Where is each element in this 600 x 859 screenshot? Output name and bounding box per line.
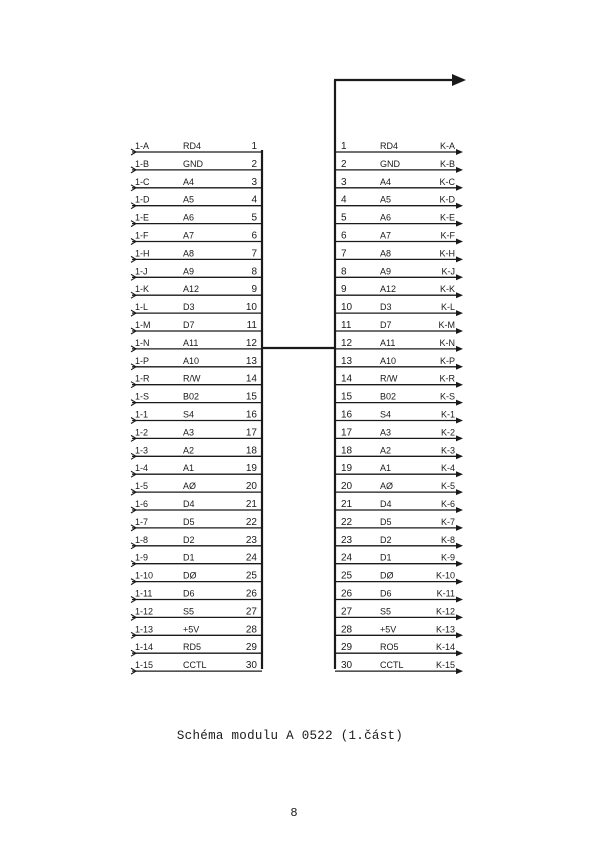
left-signal-label: D6 bbox=[183, 588, 195, 599]
right-pin-label: K-R bbox=[439, 373, 455, 384]
right-pin-label: K-7 bbox=[440, 516, 455, 527]
left-signal-label: B02 bbox=[183, 391, 200, 402]
left-pin-number: 27 bbox=[245, 606, 257, 618]
left-pin-number: 1 bbox=[251, 141, 257, 152]
left-signal-label: D3 bbox=[183, 302, 195, 313]
right-pin-label: K-D bbox=[439, 194, 455, 205]
left-signal-label: S5 bbox=[183, 606, 195, 617]
left-signal-label: D1 bbox=[183, 552, 195, 563]
left-row bbox=[131, 320, 262, 334]
left-signal-label: A5 bbox=[183, 194, 195, 205]
right-signal-label: AØ bbox=[380, 481, 394, 492]
right-signal-label: R/W bbox=[380, 373, 398, 384]
right-pin-number: 8 bbox=[341, 266, 347, 278]
right-row bbox=[335, 463, 463, 477]
left-pin-label: 1-11 bbox=[135, 588, 153, 599]
left-signal-label: R/W bbox=[183, 373, 201, 384]
left-row bbox=[131, 660, 262, 674]
left-signal-label: D2 bbox=[183, 534, 195, 545]
right-row bbox=[335, 517, 463, 531]
left-pin-label: 1-10 bbox=[135, 570, 154, 581]
right-pin-label: K-S bbox=[439, 391, 455, 402]
right-output-arrow-icon bbox=[456, 525, 463, 531]
right-pin-number: 16 bbox=[341, 409, 353, 421]
right-row bbox=[335, 571, 463, 585]
right-signal-label: S5 bbox=[380, 606, 392, 617]
right-output-arrow-icon bbox=[456, 292, 463, 298]
right-output-arrow-icon bbox=[456, 650, 463, 656]
left-row bbox=[131, 159, 262, 173]
right-pin-number: 28 bbox=[341, 624, 353, 636]
right-signal-label: A9 bbox=[380, 266, 392, 277]
right-output-arrow-icon bbox=[456, 310, 463, 316]
right-pin-label: K-P bbox=[439, 355, 455, 366]
left-row bbox=[131, 177, 262, 191]
right-output-arrow-icon bbox=[456, 632, 463, 638]
left-pin-label: 1-9 bbox=[135, 552, 149, 563]
left-row bbox=[131, 427, 262, 441]
right-pin-number: 26 bbox=[341, 588, 353, 600]
left-pin-number: 19 bbox=[245, 463, 257, 475]
left-row bbox=[131, 571, 262, 585]
left-pin-label: 1-K bbox=[135, 284, 150, 295]
right-output-arrow-icon bbox=[456, 185, 463, 191]
right-pin-number: 24 bbox=[341, 552, 353, 564]
right-pin-label: K-L bbox=[440, 302, 455, 313]
right-signal-label: B02 bbox=[380, 391, 397, 402]
left-row bbox=[131, 410, 262, 424]
left-signal-label: A10 bbox=[183, 355, 200, 366]
left-pin-label: 1-13 bbox=[135, 624, 154, 635]
right-pin-number: 11 bbox=[341, 320, 352, 331]
right-pin-number: 10 bbox=[341, 302, 353, 314]
left-row bbox=[131, 535, 262, 549]
left-row bbox=[131, 445, 262, 459]
left-pin-label: 1-5 bbox=[135, 481, 149, 492]
left-signal-label: A3 bbox=[183, 427, 195, 438]
left-pin-label: 1-6 bbox=[135, 499, 149, 509]
left-row bbox=[131, 392, 262, 406]
left-pin-number: 3 bbox=[251, 176, 257, 188]
left-row bbox=[131, 356, 262, 370]
left-signal-label: A11 bbox=[183, 337, 199, 348]
left-pin-label: 1-J bbox=[135, 266, 148, 277]
right-output-arrow-icon bbox=[456, 507, 463, 513]
left-signal-label: A6 bbox=[183, 212, 195, 223]
right-row bbox=[335, 589, 463, 603]
right-output-arrow-icon bbox=[456, 382, 463, 388]
left-pin-label: 1-C bbox=[135, 176, 150, 187]
left-pin-number: 15 bbox=[245, 391, 257, 403]
left-pin-label: 1-L bbox=[135, 302, 149, 313]
right-row bbox=[335, 392, 463, 406]
left-pin-number: 22 bbox=[245, 516, 257, 528]
right-pin-label: K-5 bbox=[440, 481, 455, 492]
page-number: 8 bbox=[290, 806, 298, 820]
left-pin-label: 1-D bbox=[135, 194, 150, 205]
right-signal-label: D2 bbox=[380, 534, 392, 545]
right-signal-label: RD4 bbox=[380, 141, 399, 151]
right-pin-label: K-10 bbox=[435, 570, 455, 581]
left-pin-label: 1-H bbox=[135, 248, 150, 259]
right-pin-label: K-J bbox=[441, 266, 455, 277]
right-signal-label: A7 bbox=[380, 230, 392, 241]
left-pin-number: 25 bbox=[245, 570, 257, 582]
right-pin-number: 5 bbox=[341, 212, 347, 224]
right-output-arrow-icon bbox=[456, 579, 463, 585]
right-output-arrow-icon bbox=[456, 256, 463, 262]
right-pin-label: K-2 bbox=[440, 427, 455, 438]
left-pin-label: 1-R bbox=[135, 373, 150, 384]
right-row bbox=[335, 356, 463, 370]
right-pin-label: K-15 bbox=[435, 660, 455, 671]
right-output-arrow-icon bbox=[456, 614, 463, 620]
diagram-caption: Schéma modulu A 0522 (1.část) bbox=[176, 729, 404, 743]
right-signal-label: A8 bbox=[380, 248, 392, 259]
right-pin-number: 30 bbox=[341, 660, 353, 672]
left-pin-number: 6 bbox=[251, 230, 257, 242]
right-row bbox=[335, 535, 463, 549]
left-pin-number: 23 bbox=[245, 534, 257, 546]
left-signal-label: A1 bbox=[183, 463, 195, 474]
right-row bbox=[335, 195, 463, 209]
right-signal-label: A4 bbox=[380, 176, 392, 187]
right-signal-label: CCTL bbox=[380, 660, 404, 671]
right-pin-label: K-H bbox=[439, 248, 455, 259]
left-pin-number: 11 bbox=[246, 320, 257, 331]
left-pin-number: 5 bbox=[251, 212, 257, 224]
output-arrow-head bbox=[452, 74, 466, 86]
right-pin-label: K-3 bbox=[440, 445, 455, 456]
left-signal-label: DØ bbox=[183, 570, 197, 581]
right-signal-label: A5 bbox=[380, 194, 392, 205]
left-row bbox=[131, 463, 262, 477]
left-row bbox=[131, 141, 262, 155]
left-pin-label: 1-M bbox=[135, 320, 151, 330]
right-output-arrow-icon bbox=[456, 597, 463, 603]
right-output-arrow-icon bbox=[456, 471, 463, 477]
left-signal-label: CCTL bbox=[183, 660, 207, 671]
right-row bbox=[335, 553, 463, 567]
right-pin-number: 21 bbox=[341, 499, 353, 510]
left-pin-number: 30 bbox=[245, 660, 257, 672]
left-pin-number: 28 bbox=[245, 624, 257, 636]
left-row bbox=[131, 231, 262, 245]
left-signal-label: D4 bbox=[183, 499, 195, 509]
right-output-arrow-icon bbox=[456, 328, 463, 334]
right-output-arrow-icon bbox=[456, 346, 463, 352]
right-pin-number: 22 bbox=[341, 516, 353, 528]
right-output-arrow-icon bbox=[456, 453, 463, 459]
right-pin-number: 9 bbox=[341, 284, 347, 296]
left-pin-label: 1-1 bbox=[135, 409, 149, 420]
right-row bbox=[335, 481, 463, 495]
left-pin-label: 1-N bbox=[135, 337, 150, 348]
left-pin-label: 1-14 bbox=[135, 642, 154, 653]
left-pin-number: 16 bbox=[245, 409, 257, 421]
right-signal-label: D3 bbox=[380, 302, 392, 313]
left-signal-label: RD5 bbox=[183, 642, 202, 653]
left-row bbox=[131, 624, 262, 638]
right-signal-label: S4 bbox=[380, 409, 392, 420]
left-pin-label: 1-15 bbox=[135, 660, 154, 671]
left-row bbox=[131, 481, 262, 495]
right-pin-label: K-K bbox=[439, 284, 455, 295]
right-row bbox=[335, 499, 463, 513]
right-row bbox=[335, 284, 463, 298]
right-signal-label: GND bbox=[380, 158, 400, 169]
left-row bbox=[131, 374, 262, 388]
right-signal-label: A2 bbox=[380, 445, 392, 456]
left-pin-label: 1-7 bbox=[135, 516, 149, 527]
right-signal-label: A11 bbox=[380, 337, 396, 348]
right-output-arrow-icon bbox=[456, 435, 463, 441]
left-pin-number: 26 bbox=[245, 588, 257, 600]
left-row bbox=[131, 499, 262, 513]
right-pin-number: 12 bbox=[341, 337, 353, 349]
left-signal-label: A12 bbox=[183, 284, 200, 295]
left-row bbox=[131, 553, 262, 567]
right-signal-label: A10 bbox=[380, 355, 397, 366]
left-signal-label: +5V bbox=[183, 624, 200, 635]
right-row bbox=[335, 159, 463, 173]
right-pin-number: 27 bbox=[341, 606, 353, 618]
right-signal-label: D4 bbox=[380, 499, 392, 509]
right-row bbox=[335, 660, 463, 674]
right-signal-label: A3 bbox=[380, 427, 392, 438]
right-pin-number: 19 bbox=[341, 463, 353, 475]
left-pin-label: 1-F bbox=[135, 230, 149, 241]
left-pin-label: 1-E bbox=[135, 212, 150, 223]
right-pin-number: 25 bbox=[341, 570, 353, 582]
right-pin-label: K-E bbox=[439, 212, 455, 223]
right-output-arrow-icon bbox=[456, 149, 463, 155]
left-row bbox=[131, 302, 262, 316]
right-output-arrow-icon bbox=[456, 543, 463, 549]
right-pin-number: 6 bbox=[341, 230, 347, 242]
left-signal-label: D5 bbox=[183, 516, 195, 527]
left-signal-label: S4 bbox=[183, 409, 195, 420]
left-pin-label: 1-S bbox=[135, 391, 150, 402]
left-pin-label: 1-P bbox=[135, 355, 150, 366]
right-row bbox=[335, 642, 463, 656]
right-signal-label: RO5 bbox=[380, 642, 399, 653]
right-signal-label: D7 bbox=[380, 320, 392, 330]
right-pin-number: 20 bbox=[341, 481, 353, 493]
right-row bbox=[335, 445, 463, 459]
left-pin-label: 1-3 bbox=[135, 445, 149, 456]
right-pin-number: 13 bbox=[341, 355, 353, 367]
right-pin-label: K-C bbox=[439, 176, 455, 187]
right-output-arrow-icon bbox=[456, 668, 463, 674]
right-signal-label: A1 bbox=[380, 463, 392, 474]
left-pin-number: 21 bbox=[245, 499, 257, 510]
right-output-arrow-icon bbox=[456, 364, 463, 370]
right-output-arrow-icon bbox=[456, 239, 463, 245]
right-pin-label: K-B bbox=[439, 158, 455, 169]
left-row bbox=[131, 213, 262, 227]
right-pin-label: K-M bbox=[438, 320, 455, 330]
left-pin-number: 2 bbox=[251, 158, 257, 170]
right-pin-number: 14 bbox=[341, 373, 353, 385]
right-row bbox=[335, 410, 463, 424]
left-pin-number: 10 bbox=[245, 302, 257, 314]
right-signal-label: +5V bbox=[380, 624, 397, 635]
right-pin-number: 1 bbox=[341, 141, 347, 152]
right-pin-label: K-8 bbox=[440, 534, 455, 545]
left-pin-label: 1-B bbox=[135, 158, 150, 169]
right-signal-label: D1 bbox=[380, 552, 392, 563]
left-pin-number: 8 bbox=[251, 266, 257, 278]
right-pin-label: K-A bbox=[439, 141, 455, 151]
right-signal-label: A6 bbox=[380, 212, 392, 223]
right-output-arrow-icon bbox=[456, 167, 463, 173]
right-pin-label: K-9 bbox=[440, 552, 455, 563]
right-row bbox=[335, 624, 463, 638]
right-pin-number: 15 bbox=[341, 391, 353, 403]
right-output-arrow-icon bbox=[456, 400, 463, 406]
left-pin-number: 17 bbox=[245, 427, 257, 439]
right-row bbox=[335, 141, 463, 155]
right-signal-label: D5 bbox=[380, 516, 392, 527]
right-pin-label: K-14 bbox=[435, 642, 455, 653]
left-row bbox=[131, 338, 262, 352]
right-output-arrow-icon bbox=[456, 203, 463, 209]
right-output-arrow-icon bbox=[456, 489, 463, 495]
right-pin-number: 7 bbox=[341, 248, 347, 260]
right-output-arrow-icon bbox=[456, 561, 463, 567]
right-output-arrow-icon bbox=[456, 274, 463, 280]
left-row bbox=[131, 284, 262, 298]
right-row bbox=[335, 177, 463, 191]
left-pin-number: 4 bbox=[251, 194, 257, 206]
left-pin-label: 1-8 bbox=[135, 534, 149, 545]
right-output-arrow-icon bbox=[456, 221, 463, 227]
right-pin-number: 2 bbox=[341, 158, 347, 170]
right-row bbox=[335, 266, 463, 280]
right-row bbox=[335, 213, 463, 227]
left-row bbox=[131, 266, 262, 280]
right-pin-number: 3 bbox=[341, 176, 347, 188]
right-pin-label: K-13 bbox=[435, 624, 455, 635]
right-pin-label: K-1 bbox=[440, 409, 455, 420]
left-pin-label: 1-A bbox=[135, 141, 150, 151]
right-row bbox=[335, 338, 463, 352]
right-pin-label: K-12 bbox=[435, 606, 455, 617]
left-pin-label: 1-2 bbox=[135, 427, 149, 438]
left-pin-number: 12 bbox=[245, 337, 257, 349]
left-signal-label: A2 bbox=[183, 445, 195, 456]
left-pin-number: 14 bbox=[245, 373, 257, 385]
left-pin-number: 7 bbox=[251, 248, 257, 260]
left-pin-number: 9 bbox=[251, 284, 257, 296]
right-pin-number: 18 bbox=[341, 445, 353, 457]
left-pin-number: 29 bbox=[245, 642, 257, 654]
left-signal-label: A4 bbox=[183, 176, 195, 187]
right-row bbox=[335, 374, 463, 388]
left-signal-label: D7 bbox=[183, 320, 195, 330]
left-signal-label: RD4 bbox=[183, 141, 202, 151]
left-row bbox=[131, 642, 262, 656]
left-signal-label: A8 bbox=[183, 248, 195, 259]
left-row bbox=[131, 589, 262, 603]
right-pin-number: 17 bbox=[341, 427, 353, 439]
right-row bbox=[335, 248, 463, 262]
left-pin-number: 24 bbox=[245, 552, 257, 564]
left-row bbox=[131, 606, 262, 620]
right-pin-number: 23 bbox=[341, 534, 353, 546]
right-pin-label: K-11 bbox=[436, 588, 455, 599]
left-pin-number: 13 bbox=[245, 355, 257, 367]
right-pin-label: K-N bbox=[439, 337, 455, 348]
left-pin-number: 18 bbox=[245, 445, 257, 457]
right-pin-label: K-6 bbox=[440, 499, 455, 509]
left-row bbox=[131, 248, 262, 262]
right-pin-label: K-4 bbox=[440, 463, 455, 474]
right-output-arrow-icon bbox=[456, 418, 463, 424]
right-row bbox=[335, 606, 463, 620]
left-pin-number: 20 bbox=[245, 481, 257, 493]
right-pin-number: 29 bbox=[341, 642, 353, 654]
right-row bbox=[335, 302, 463, 316]
left-signal-label: GND bbox=[183, 158, 203, 169]
left-signal-label: AØ bbox=[183, 481, 197, 492]
left-pin-label: 1-12 bbox=[135, 606, 154, 617]
right-signal-label: A12 bbox=[380, 284, 397, 295]
right-signal-label: D6 bbox=[380, 588, 392, 599]
right-signal-label: DØ bbox=[380, 570, 394, 581]
left-row bbox=[131, 517, 262, 531]
right-pin-number: 4 bbox=[341, 194, 347, 206]
left-signal-label: A9 bbox=[183, 266, 195, 277]
right-row bbox=[335, 231, 463, 245]
right-row bbox=[335, 320, 463, 334]
right-row bbox=[335, 427, 463, 441]
left-pin-label: 1-4 bbox=[135, 463, 149, 474]
right-pin-label: K-F bbox=[440, 230, 455, 241]
left-row bbox=[131, 195, 262, 209]
left-signal-label: A7 bbox=[183, 230, 195, 241]
